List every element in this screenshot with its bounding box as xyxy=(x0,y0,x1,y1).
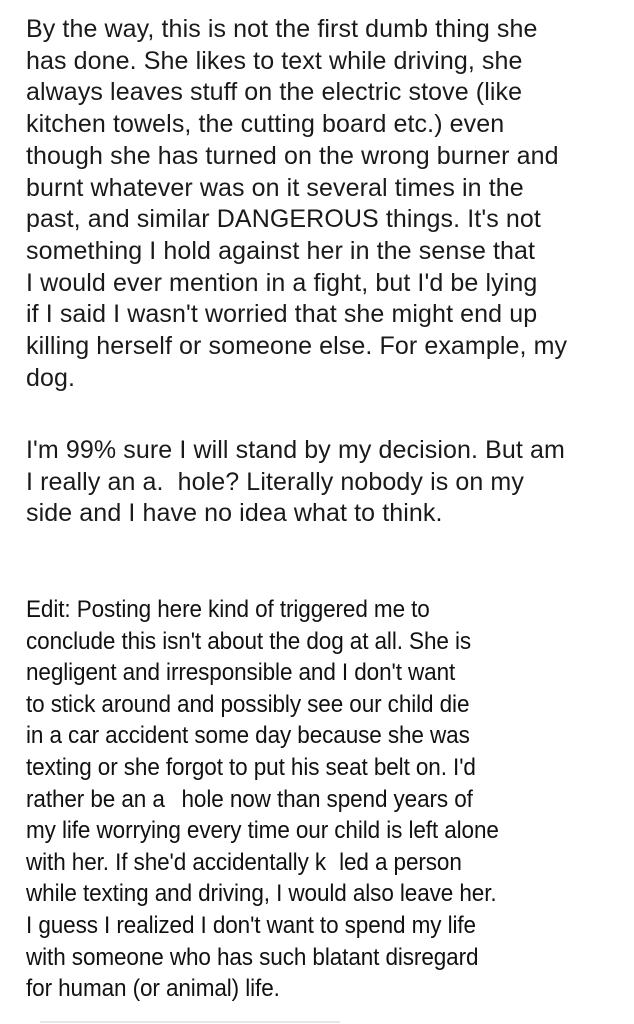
text-line: in a car accident some day because she was xyxy=(26,722,470,750)
text-line: burnt whatever was on it several times in the xyxy=(26,173,524,202)
text-line: past, and similar DANGEROUS things. It's not xyxy=(26,205,541,234)
text-fragment: hole? Literally nobody is on my xyxy=(177,467,524,496)
text-line: with someone who has such blatant disregard xyxy=(26,943,479,971)
text-line: By the way, this is not the first dumb thing she xyxy=(26,15,538,43)
text-fragment: led a person xyxy=(339,848,462,876)
text-line: I guess I realized I don't want to spend my life xyxy=(26,911,476,939)
text-line: side and I have no idea what to think. xyxy=(26,499,443,528)
text-line: Edit: Posting here kind of triggered me to xyxy=(26,596,430,623)
text-line: my life worrying every time our child is left alone xyxy=(26,817,499,845)
text-line: to stick around and possibly see our child die xyxy=(26,690,470,718)
text-line: I would ever mention in a fight, but I'd be lying xyxy=(26,268,538,297)
text-line: conclude this isn't about the dog at all. She is xyxy=(26,627,472,655)
paragraph-story xyxy=(26,14,567,394)
text-line: something I hold against her in the sense that xyxy=(26,236,536,265)
text-line: dog. xyxy=(26,363,76,392)
text-line: for human (or animal) life. xyxy=(26,975,280,1003)
paragraph-decision xyxy=(26,435,565,530)
text-line xyxy=(26,467,565,499)
text-line xyxy=(26,847,499,879)
text-line xyxy=(26,784,499,816)
text-line: has done. She likes to text while driving, she xyxy=(26,46,523,75)
text-line: though she has turned on the wrong burner and xyxy=(26,141,559,170)
paragraph-edit xyxy=(26,594,534,1005)
text-line: while texting and driving, I would also leave her. xyxy=(26,880,497,908)
text-line: if I said I wasn't worried that she might end up xyxy=(26,300,538,329)
text-fragment: I really an a. xyxy=(26,467,164,496)
text-line: killing herself or someone else. For example, my xyxy=(26,332,568,361)
text-line: texting or she forgot to put his seat belt on. I'd xyxy=(26,753,476,781)
text-line: kitchen towels, the cutting board etc.) even xyxy=(26,110,505,139)
text-fragment: rather be an a xyxy=(26,785,165,813)
text-fragment: hole now than spend years of xyxy=(181,785,473,813)
text-fragment: with her. If she'd accidentally k xyxy=(26,848,327,876)
text-line: I'm 99% sure I will stand by my decision. But am xyxy=(26,436,565,464)
text-line: negligent and irresponsible and I don't want xyxy=(26,659,456,687)
text-line: always leaves stuff on the electric stove (like xyxy=(26,78,523,107)
bottom-divider xyxy=(40,1021,340,1023)
